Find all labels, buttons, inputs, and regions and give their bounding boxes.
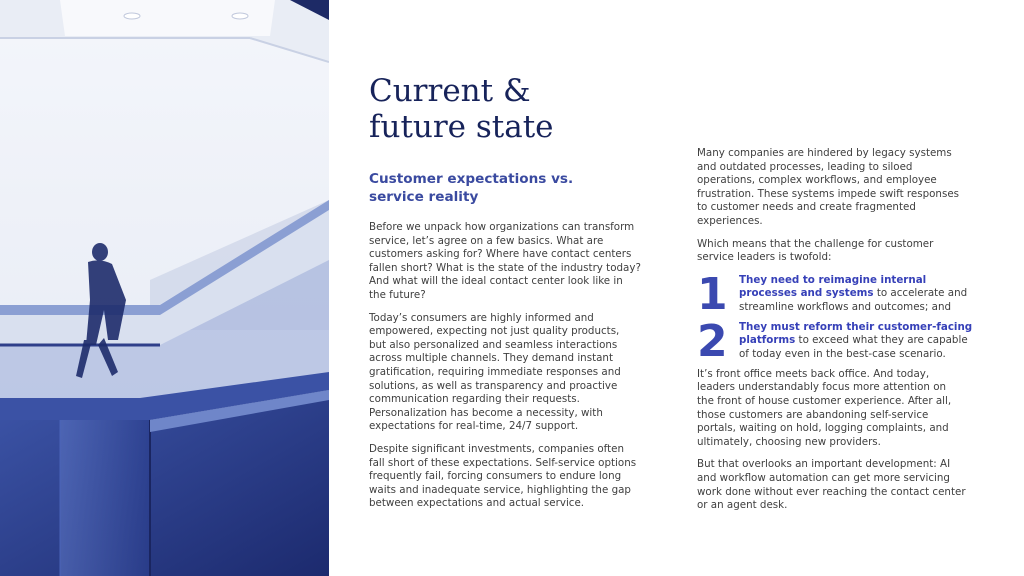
- text-line: across multiple channels. They demand instant: [369, 352, 613, 365]
- title-line-1: Current &: [369, 73, 531, 109]
- text-line: but also personalized and seamless interactions: [369, 338, 618, 351]
- paragraph-investments: [369, 443, 651, 511]
- text-line: frustration. These systems impede swift responses: [697, 187, 960, 200]
- paragraph-consumers: [369, 312, 651, 434]
- bold-text: They need to reimagine internal: [739, 273, 927, 286]
- text-line: ultimately, choosing new providers.: [697, 435, 881, 448]
- text-line: between expectations and actual service.: [369, 497, 585, 510]
- paragraph-ai-automation: [697, 458, 979, 512]
- paragraph-challenge: [697, 238, 979, 265]
- numbered-item-1: [697, 268, 979, 320]
- text-line: waits and inadequate service, highlighting the gap: [369, 483, 631, 496]
- text-line: or an agent desk.: [697, 499, 788, 512]
- paragraph-front-office: [697, 368, 979, 450]
- text-line: expectations for real-time, 24/7 support.: [369, 420, 579, 433]
- text-line: service leaders is twofold:: [697, 251, 832, 264]
- text-line: leaders understandably focus more attention on: [697, 381, 947, 394]
- subtitle-line-1: Customer expectations vs.: [369, 171, 574, 187]
- paragraph-basics: [369, 221, 651, 303]
- text-line: Which means that the challenge for customer: [697, 237, 934, 250]
- text-line: frequently fail, forcing consumers to endure long: [369, 470, 622, 483]
- bold-text: processes and systems: [739, 287, 874, 300]
- numbered-item-text: [739, 274, 989, 315]
- text-line: Before we unpack how organizations can transform: [369, 221, 635, 233]
- text-line: And what will the ideal contact center look like in: [369, 275, 623, 288]
- page-title: [369, 73, 669, 145]
- text-line: portals, waiting on hold, logging complaints, and: [697, 422, 949, 435]
- text-line: customers asking for? Where have contact centers: [369, 248, 632, 261]
- text-line: of today even in the best-case scenario.: [739, 347, 946, 360]
- text-run: to exceed what they are capable: [795, 334, 968, 347]
- escalator-photo: [0, 0, 329, 576]
- paragraph-legacy: [697, 147, 979, 229]
- text-line: the front of house customer experience. After all,: [697, 394, 952, 407]
- text-line: streamline workflows and outcomes; and: [739, 300, 952, 313]
- right-column: [697, 147, 979, 522]
- text-line: Despite significant investments, companies often: [369, 442, 625, 455]
- text-line: to customer needs and create fragmented: [697, 201, 916, 214]
- bold-text: platforms: [739, 334, 796, 347]
- text-line: solutions, as well as transparency and proactive: [369, 379, 618, 392]
- text-line: the future?: [369, 288, 426, 301]
- text-line: fall short of these expectations. Self-service options: [369, 456, 637, 469]
- text-line: experiences.: [697, 214, 763, 227]
- subtitle-line-2: service reality: [369, 189, 479, 205]
- section-subtitle: [369, 170, 649, 206]
- title-line-2: future state: [369, 109, 554, 145]
- bold-text: They must reform their customer-facing: [739, 320, 973, 333]
- text-line: service, let’s agree on a few basics. What are: [369, 234, 604, 247]
- left-column: [369, 221, 651, 520]
- text-line: operations, complex workflows, and employee: [697, 174, 937, 187]
- text-line: work done without ever reaching the contact center: [697, 485, 966, 498]
- text-line: Today’s consumers are highly informed and: [369, 311, 594, 324]
- text-line: communication regarding their requests.: [369, 393, 580, 406]
- number-two: 2: [697, 315, 728, 367]
- text-line: and outdated processes, leading to siloed: [697, 160, 913, 173]
- numbered-item-text: [739, 321, 989, 362]
- text-line: Personalization has become a necessity, with: [369, 406, 603, 419]
- text-line: gratification, requiring immediate responses and: [369, 365, 621, 378]
- text-line: those customers are abandoning self-service: [697, 408, 929, 421]
- number-one: 1: [697, 268, 728, 320]
- escalator-image: [0, 0, 329, 576]
- text-line: empowered, expecting not just quality products,: [369, 325, 620, 338]
- text-line: It’s front office meets back office. And today,: [697, 367, 930, 380]
- text-line: fallen short? What is the state of the industry today?: [369, 261, 641, 274]
- text-line: Many companies are hindered by legacy systems: [697, 147, 952, 159]
- text-line: and workflow automation can get more servicing: [697, 471, 950, 484]
- text-line: But that overlooks an important development: AI: [697, 458, 951, 471]
- numbered-item-2: [697, 315, 979, 367]
- text-run: to accelerate and: [873, 287, 968, 300]
